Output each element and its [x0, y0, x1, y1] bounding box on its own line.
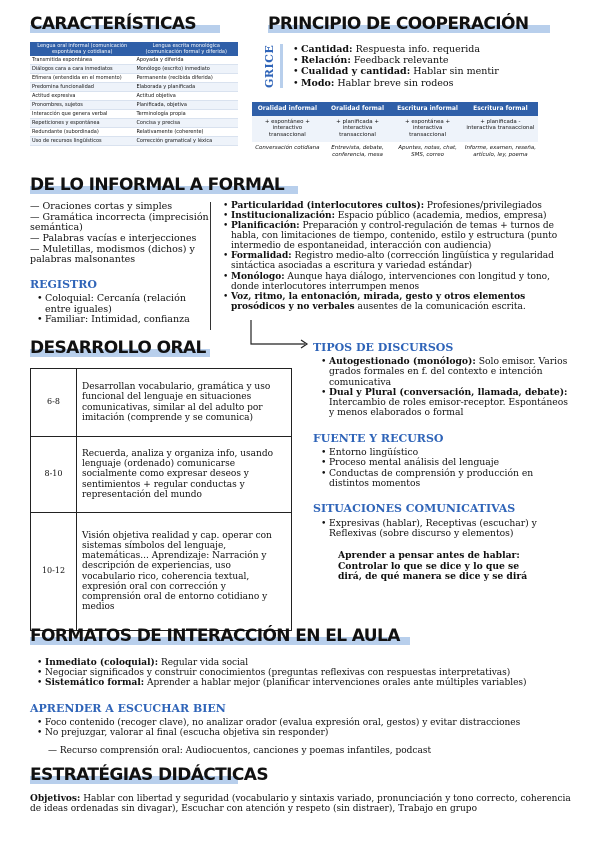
- item-key: Inmediato (coloquial):: [45, 658, 159, 668]
- table-header: Escritura informal: [392, 102, 462, 116]
- informal-title: DE LO INFORMAL A FORMAL: [30, 175, 285, 195]
- item-value: Registro medio-alto (corrección lingüística y regularidad sintáctica asociadas a escritura y variedad estándar): [231, 251, 554, 272]
- grice-bar: [280, 44, 283, 88]
- informal-feature: [222, 201, 572, 211]
- informal-item: — Muletillas, modismos (dichos) y palabras malsonantes: [30, 243, 195, 266]
- table-row: [31, 437, 292, 513]
- fuente-list: [320, 448, 570, 489]
- table-cell: Pronombres, sujetos: [30, 101, 134, 110]
- table-cell: + planificada + interactiva transaccional: [323, 116, 393, 143]
- informal-feature: [222, 272, 572, 292]
- table-header: Lengua escrita monológica (comunicación formal y diferida): [134, 42, 238, 56]
- item-value: Espacio público (academia, medios, empresa): [334, 211, 547, 222]
- table-header: Lengua oral informal (comunicación espontánea y cotidiana): [30, 42, 134, 56]
- item-key: Monólogo:: [231, 271, 285, 282]
- table-row: [30, 101, 238, 110]
- table-cell: Conversación cotidiana: [252, 142, 323, 162]
- registro-item: • Familiar: Intimidad, confianza: [36, 315, 204, 326]
- fuente-item: • Conductas de comprensión y producción en distintos momentos: [320, 469, 570, 490]
- table-row: [30, 83, 238, 92]
- table-row: [30, 119, 238, 128]
- table-cell: Concisa y precisa: [134, 119, 238, 128]
- estrategias-value: Hablar con libertad y seguridad (vocabulario y sintaxis variado, pronunciación y tono correcto, coherencia de ideas ordenadas sin divagar), Escuchar con atención y respeto (sin distraer), Trabajo en grupo: [30, 794, 571, 815]
- grice-item: [292, 66, 499, 77]
- table-cell: Relativamente (coherente): [134, 128, 238, 137]
- table-header: Oralidad formal: [323, 102, 393, 116]
- formatos-title: FORMATOS DE INTERACCIÓN EN EL AULA: [30, 626, 400, 646]
- item-value: Solo emisor. Varios grados formales en f. del contexto e intención comunicativa: [329, 356, 568, 388]
- table-cell: Permanente (recibida diferida): [134, 74, 238, 83]
- table-row: [30, 137, 238, 146]
- tipo-item: [320, 357, 570, 388]
- item-key: Autogestionado (monólogo):: [329, 356, 476, 367]
- informal-right: [222, 201, 572, 312]
- grice-item: [292, 78, 499, 89]
- caracteristicas-table: [30, 42, 238, 146]
- tipo-item: [320, 388, 570, 419]
- item-key: Sistemático formal:: [45, 678, 145, 689]
- grice-item: [292, 44, 499, 55]
- table-cell: Actitud expresiva: [30, 92, 134, 101]
- escuchar-note: — Recurso comprensión oral: Audiocuentos, canciones y poemas infantiles, podcast: [48, 746, 432, 756]
- registro-list: [36, 294, 204, 326]
- registro-title: REGISTRO: [30, 278, 97, 291]
- grice-list: [292, 44, 499, 89]
- age-cell: 6-8: [31, 369, 77, 437]
- table-cell: Actitud objetiva: [134, 92, 238, 101]
- desarrollo-table: [30, 368, 292, 631]
- informal-feature: [222, 221, 572, 251]
- table-cell: Repeticiones y espontánea: [30, 119, 134, 128]
- situaciones-title: SITUACIONES COMUNICATIVAS: [313, 502, 516, 515]
- item-key: Modo:: [301, 77, 335, 89]
- table-cell: Predomina funcionalidad: [30, 83, 134, 92]
- table-cell: Elaborada y planificada: [134, 83, 238, 92]
- table-cell: Apuntes, notas, chat, SMS, correo: [392, 142, 462, 162]
- item-value: Profesiones/privilegiados: [424, 201, 542, 211]
- table-row: [30, 110, 238, 119]
- age-cell: 8-10: [31, 437, 77, 513]
- informal-feature: [222, 211, 572, 221]
- item-key: Formalidad:: [231, 251, 292, 262]
- table-row: [30, 74, 238, 83]
- item-value: Feedback relevante: [350, 55, 449, 67]
- table-row: [30, 128, 238, 137]
- formato-item: [36, 668, 576, 678]
- estrategias-title: ESTRATÉGIAS DIDÁCTICAS: [30, 765, 268, 785]
- table-cell: Entrevista, debate, conferencia, mesa: [323, 142, 393, 162]
- table-cell: Efímera (entendida en el momento): [30, 74, 134, 83]
- table-row: [31, 369, 292, 437]
- table-cell: Terminología propia: [134, 110, 238, 119]
- arrow: [245, 318, 315, 350]
- caracteristicas-title: CARACTERÍSTICAS: [30, 14, 197, 34]
- table-cell: Corrección gramatical y léxica: [134, 137, 238, 146]
- item-value: Aprender a hablar mejor (planificar intervenciones orales ante múltiples variables): [144, 678, 527, 689]
- fuente-item: • Entorno lingüístico: [320, 448, 570, 458]
- table-header: Escritura formal: [463, 102, 538, 116]
- escuchar-item: • No prejuzgar, valorar al final (escucha objetiva sin responder): [36, 728, 576, 738]
- situaciones-list: [320, 519, 570, 540]
- fuente-item: • Proceso mental análisis del lenguaje: [320, 458, 570, 468]
- formatos-list: [36, 658, 576, 688]
- informal-feature: [222, 251, 572, 271]
- formato-item: [36, 658, 576, 668]
- informal-item: — Palabras vacías e interjecciones: [30, 232, 197, 244]
- situacion-item: • Expresivas (hablar), Receptivas (escuchar) y Reflexivas (sobre discurso y elementos): [320, 519, 570, 540]
- item-value: Negociar significados y construir conocimientos (preguntas reflexivas con respuestas interpretativas): [45, 668, 511, 679]
- item-key: Dual y Plural (conversación, llamada, debate):: [329, 386, 568, 398]
- table-cell: + espontánea + interactiva transaccional: [392, 116, 462, 143]
- situaciones-quote: Aprender a pensar antes de hablar: Controlar lo que se dice y lo que se dirá, de qué manera se dice y se dirá: [338, 550, 528, 583]
- informal-feature: [222, 292, 572, 312]
- item-value: Regular vida social: [158, 658, 249, 668]
- item-value: Hablar sin mentir: [410, 66, 499, 78]
- item-value: Intercambio de roles emisor-receptor. Espontáneos y menos elaborados o formal: [329, 397, 568, 419]
- table-cell: Diálogos cara a cara inmediatos: [30, 65, 134, 74]
- item-key: Cantidad:: [301, 44, 353, 55]
- item-key: Cualidad y cantidad:: [301, 66, 411, 78]
- table-row: [30, 65, 238, 74]
- table-cell: Interacción que genera verbal: [30, 110, 134, 119]
- table-cell: Monólogo (escrito) inmediato: [134, 65, 238, 74]
- formato-item: [36, 678, 576, 688]
- table-cell: + espontáneo + interactivo transaccional: [252, 116, 323, 143]
- table-cell: Redundante (subordinada): [30, 128, 134, 137]
- estrategias-key: Objetivos:: [30, 794, 81, 804]
- item-value: ausentes de la comunicación escrita.: [354, 301, 526, 312]
- grice-label: GRICE: [263, 44, 276, 88]
- item-key: Institucionalización:: [231, 211, 335, 222]
- age-cell: 10-12: [31, 513, 77, 631]
- item-value: Aunque haya diálogo, intervenciones con longitud y tono, donde interlocutores interrumpen menos: [231, 271, 550, 292]
- table-row: [30, 56, 238, 65]
- item-value: Respuesta info. requerida: [352, 44, 481, 55]
- escuchar-title: APRENDER A ESCUCHAR BIEN: [30, 702, 226, 715]
- tipos-title: TIPOS DE DISCURSOS: [313, 341, 454, 354]
- tipos-list: [320, 357, 570, 419]
- table-cell: Transmitida espontánea: [30, 56, 134, 65]
- table-cell: Apoyada y diferida: [134, 56, 238, 65]
- table-cell: Informe, examen, reseña, artículo, ley, poema: [463, 142, 538, 162]
- description-cell: Desarrollan vocabulario, gramática y uso funcional del lenguaje en situaciones comunicativas, similar al del adulto por imitación (comprende y se comunica): [77, 369, 292, 437]
- description-cell: Visión objetiva realidad y cap. operar con sistemas símbolos del lenguaje, matemáticas... Aprendizaje: Narración y descripción de experiencias, uso vocabulario rico, coherencia textual, expresión oral con corrección y comprensión oral de entorno cotidiano y medios: [77, 513, 292, 631]
- item-key: Relación:: [301, 55, 351, 67]
- escuchar-item: • Foco contenido (recoger clave), no analizar orador (evalua expresión oral, gestos) y evitar distracciones: [36, 718, 576, 728]
- informal-item: — Oraciones cortas y simples: [30, 201, 173, 212]
- grice-table: [252, 102, 538, 162]
- item-key: Planificación:: [231, 221, 300, 232]
- grice-title: PRINCIPIO DE COOPERACIÓN: [268, 14, 529, 34]
- table-cell: Planificada, objetiva: [134, 101, 238, 110]
- registro-item: • Coloquial: Cercanía (relación entre iguales): [36, 294, 204, 315]
- item-key: Voz, ritmo, la entonación, mirada, gesto y otros elementos prosódicos y no verbales: [231, 291, 526, 312]
- informal-item: — Gramática incorrecta (imprecisión semántica): [30, 211, 209, 234]
- table-row: [30, 92, 238, 101]
- informal-left: [30, 202, 210, 266]
- desarrollo-title: DESARROLLO ORAL: [30, 338, 206, 358]
- description-cell: Recuerda, analiza y organiza info, usando lenguaje (ordenado) comunicarse socialmente como expresar deseos y sentimientos + regular conductas y representación del mundo: [77, 437, 292, 513]
- divider-line: [210, 202, 211, 330]
- fuente-title: FUENTE Y RECURSO: [313, 432, 444, 445]
- table-cell: Uso de recursos lingüísticos: [30, 137, 134, 146]
- item-key: Particularidad (interlocutores cultos):: [231, 201, 425, 211]
- table-row: [31, 513, 292, 631]
- estrategias-text: [30, 794, 575, 814]
- grice-item: [292, 55, 499, 66]
- table-header: Oralidad informal: [252, 102, 323, 116]
- item-value: Hablar breve sin rodeos: [334, 77, 454, 89]
- table-cell: + planificada - interactiva transaccional: [463, 116, 538, 143]
- escuchar-list: [36, 718, 576, 738]
- item-value: Preparación y control-regulación de temas + turnos de habla, con limitaciones de tiempo, contenido, estilo y estructura (punto intermedio de espontaneidad, interacción con audiencia): [231, 221, 558, 252]
